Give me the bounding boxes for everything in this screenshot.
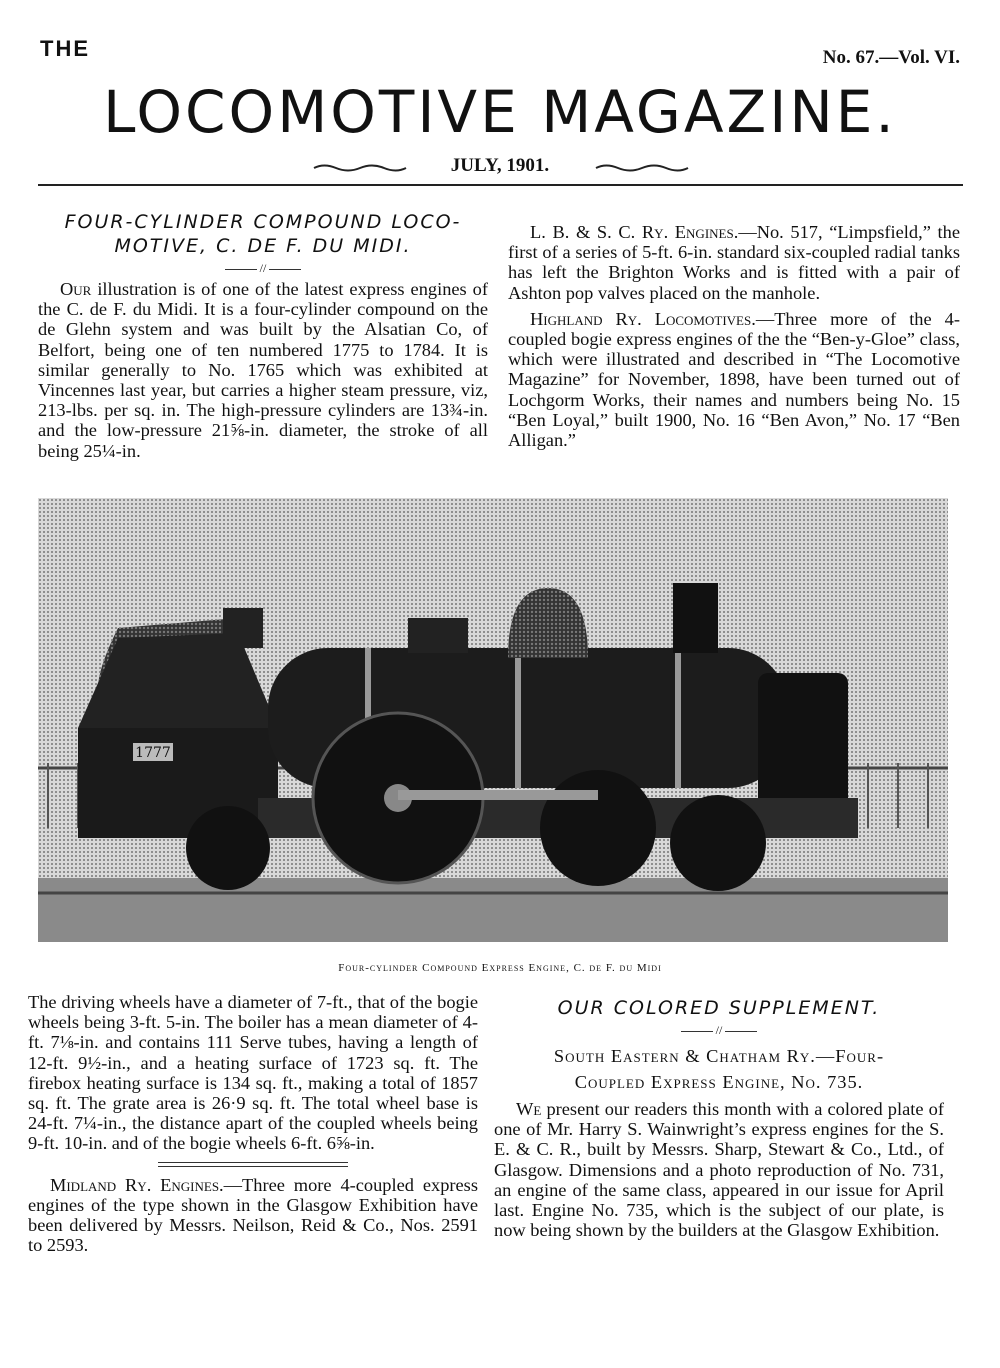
section-divider bbox=[158, 1162, 348, 1167]
right-flourish bbox=[594, 162, 689, 174]
ornament-divider: // bbox=[494, 1023, 944, 1037]
ornament-divider: // bbox=[38, 261, 488, 275]
news-heading: Midland Ry. Engines. bbox=[50, 1174, 224, 1195]
article-title-line2: MOTIVE, C. DE F. DU MIDI. bbox=[114, 235, 412, 257]
masthead-rule bbox=[38, 184, 963, 186]
news-heading: L. B. & S. C. Ry. Engines. bbox=[530, 222, 739, 242]
supplement-title: OUR COLORED SUPPLEMENT. bbox=[557, 997, 881, 1019]
photo-caption: Four-cylinder Compound Express Engine, C. de F. du Midi bbox=[338, 962, 662, 974]
news-text: —Three more of the 4-coupled bogie express engines of the the “Ben-y-Gloe” class, which were illustrated and described in “The Locomotive Magazine” for November, 1898, have been turned out of Lochgorm Works, their names and numbers being No. 15 “Ben Loyal,” built 1900, No. 16 “Ben Avon,” No. 17 “Ben Alligan.” bbox=[508, 308, 960, 451]
engine-number-plate: 1777 bbox=[135, 745, 171, 761]
news-item-lbsc bbox=[508, 222, 960, 303]
article-continued bbox=[28, 992, 478, 1255]
lead-word: We bbox=[516, 1099, 542, 1119]
issue-date: JULY, 1901. bbox=[450, 155, 550, 176]
supplement-subtitle-line2: Coupled Express Engine, No. 735. bbox=[574, 1072, 864, 1092]
news-text: —Three more 4-coupled express engines of the type shown in the Glasgow Exhibition have been delivered by Messrs. Neilson, Reid & Co., Nos. 2591 to 2593. bbox=[28, 1174, 478, 1256]
locomotive-photo bbox=[38, 498, 948, 942]
supplement-subtitle-line1: South Eastern & Chatham Ry.—Four- bbox=[553, 1046, 885, 1066]
news-item-highland bbox=[508, 309, 960, 450]
news-item-midland bbox=[28, 1175, 478, 1256]
masthead-the: THE bbox=[40, 36, 90, 61]
magazine-title: LOCOMOTIVE MAGAZINE. bbox=[103, 78, 897, 146]
paragraph-text: illustration is of one of the latest express engines of the C. de F. du Midi. It is a four-cylinder compound on the de Glehn system and was built by the Alsatian Co, of Belfort, being one of ten numbered 1775 to 1784. It is similar generally to No. 1765 which was exhibited at Vincennes last year, but carries a higher steam pressure, viz, 213-lbs. per sq. in. The high-pressure cylinders are 13¾-in. and the low-pressure 21⅝-in. diameter, the stroke of all being 25¼-in. bbox=[38, 279, 488, 461]
paragraph-text: present our readers this month with a colored plate of one of Mr. Harry S. Wainwright’s express engines for the S. E. & C. R., built by Messrs. Sharp, Stewart & Co., Ltd., of Glasgow. Dimensions and a photo reproduction of No. 731, an engine of the same class, appeared in our issue for April last. Engine No. 735, which is the subject of our plate, is now being shown by the builders at the Glasgow Exhibition. bbox=[494, 1099, 944, 1241]
article-paragraph-2: The driving wheels have a diameter of 7-ft., that of the bogie wheels being 3-ft. 5-in. The boiler has a mean diameter of 4-ft. 7⅛-in. and contains 111 Serve tubes, having a length of 12-ft. 9½-in., and a heating surface of 1723 sq. ft. The firebox heating surface is 134 sq. ft., making a total of 1857 sq. ft. The grate area is 26·9 sq. ft. The total wheel base is 24-ft. 7¼-in., the distance apart of the coupled wheels being 9-ft. 10-in. and of the bogie wheels 6-ft. 6⅝-in. bbox=[28, 992, 478, 1154]
news-text: —No. 517, “Limpsfield,” the first of a series of 5-ft. 6-in. standard six-coupled radial tanks has left the Brighton Works and is fitted with a pair of Ashton pop valves placed on the manhole. bbox=[508, 222, 960, 303]
supplement-paragraph bbox=[494, 1099, 944, 1240]
article-title bbox=[38, 210, 488, 258]
colored-supplement bbox=[494, 996, 944, 1240]
article-title-line1: FOUR-CYLINDER COMPOUND LOCO- bbox=[64, 211, 462, 233]
article-four-cylinder bbox=[38, 210, 488, 461]
supplement-subtitle bbox=[494, 1043, 944, 1095]
lead-word: Our bbox=[60, 279, 92, 299]
news-column bbox=[508, 222, 960, 450]
article-paragraph bbox=[38, 279, 488, 461]
issue-number: No. 67.—Vol. VI. bbox=[822, 47, 960, 68]
news-heading: Highland Ry. Locomotives. bbox=[530, 308, 756, 329]
